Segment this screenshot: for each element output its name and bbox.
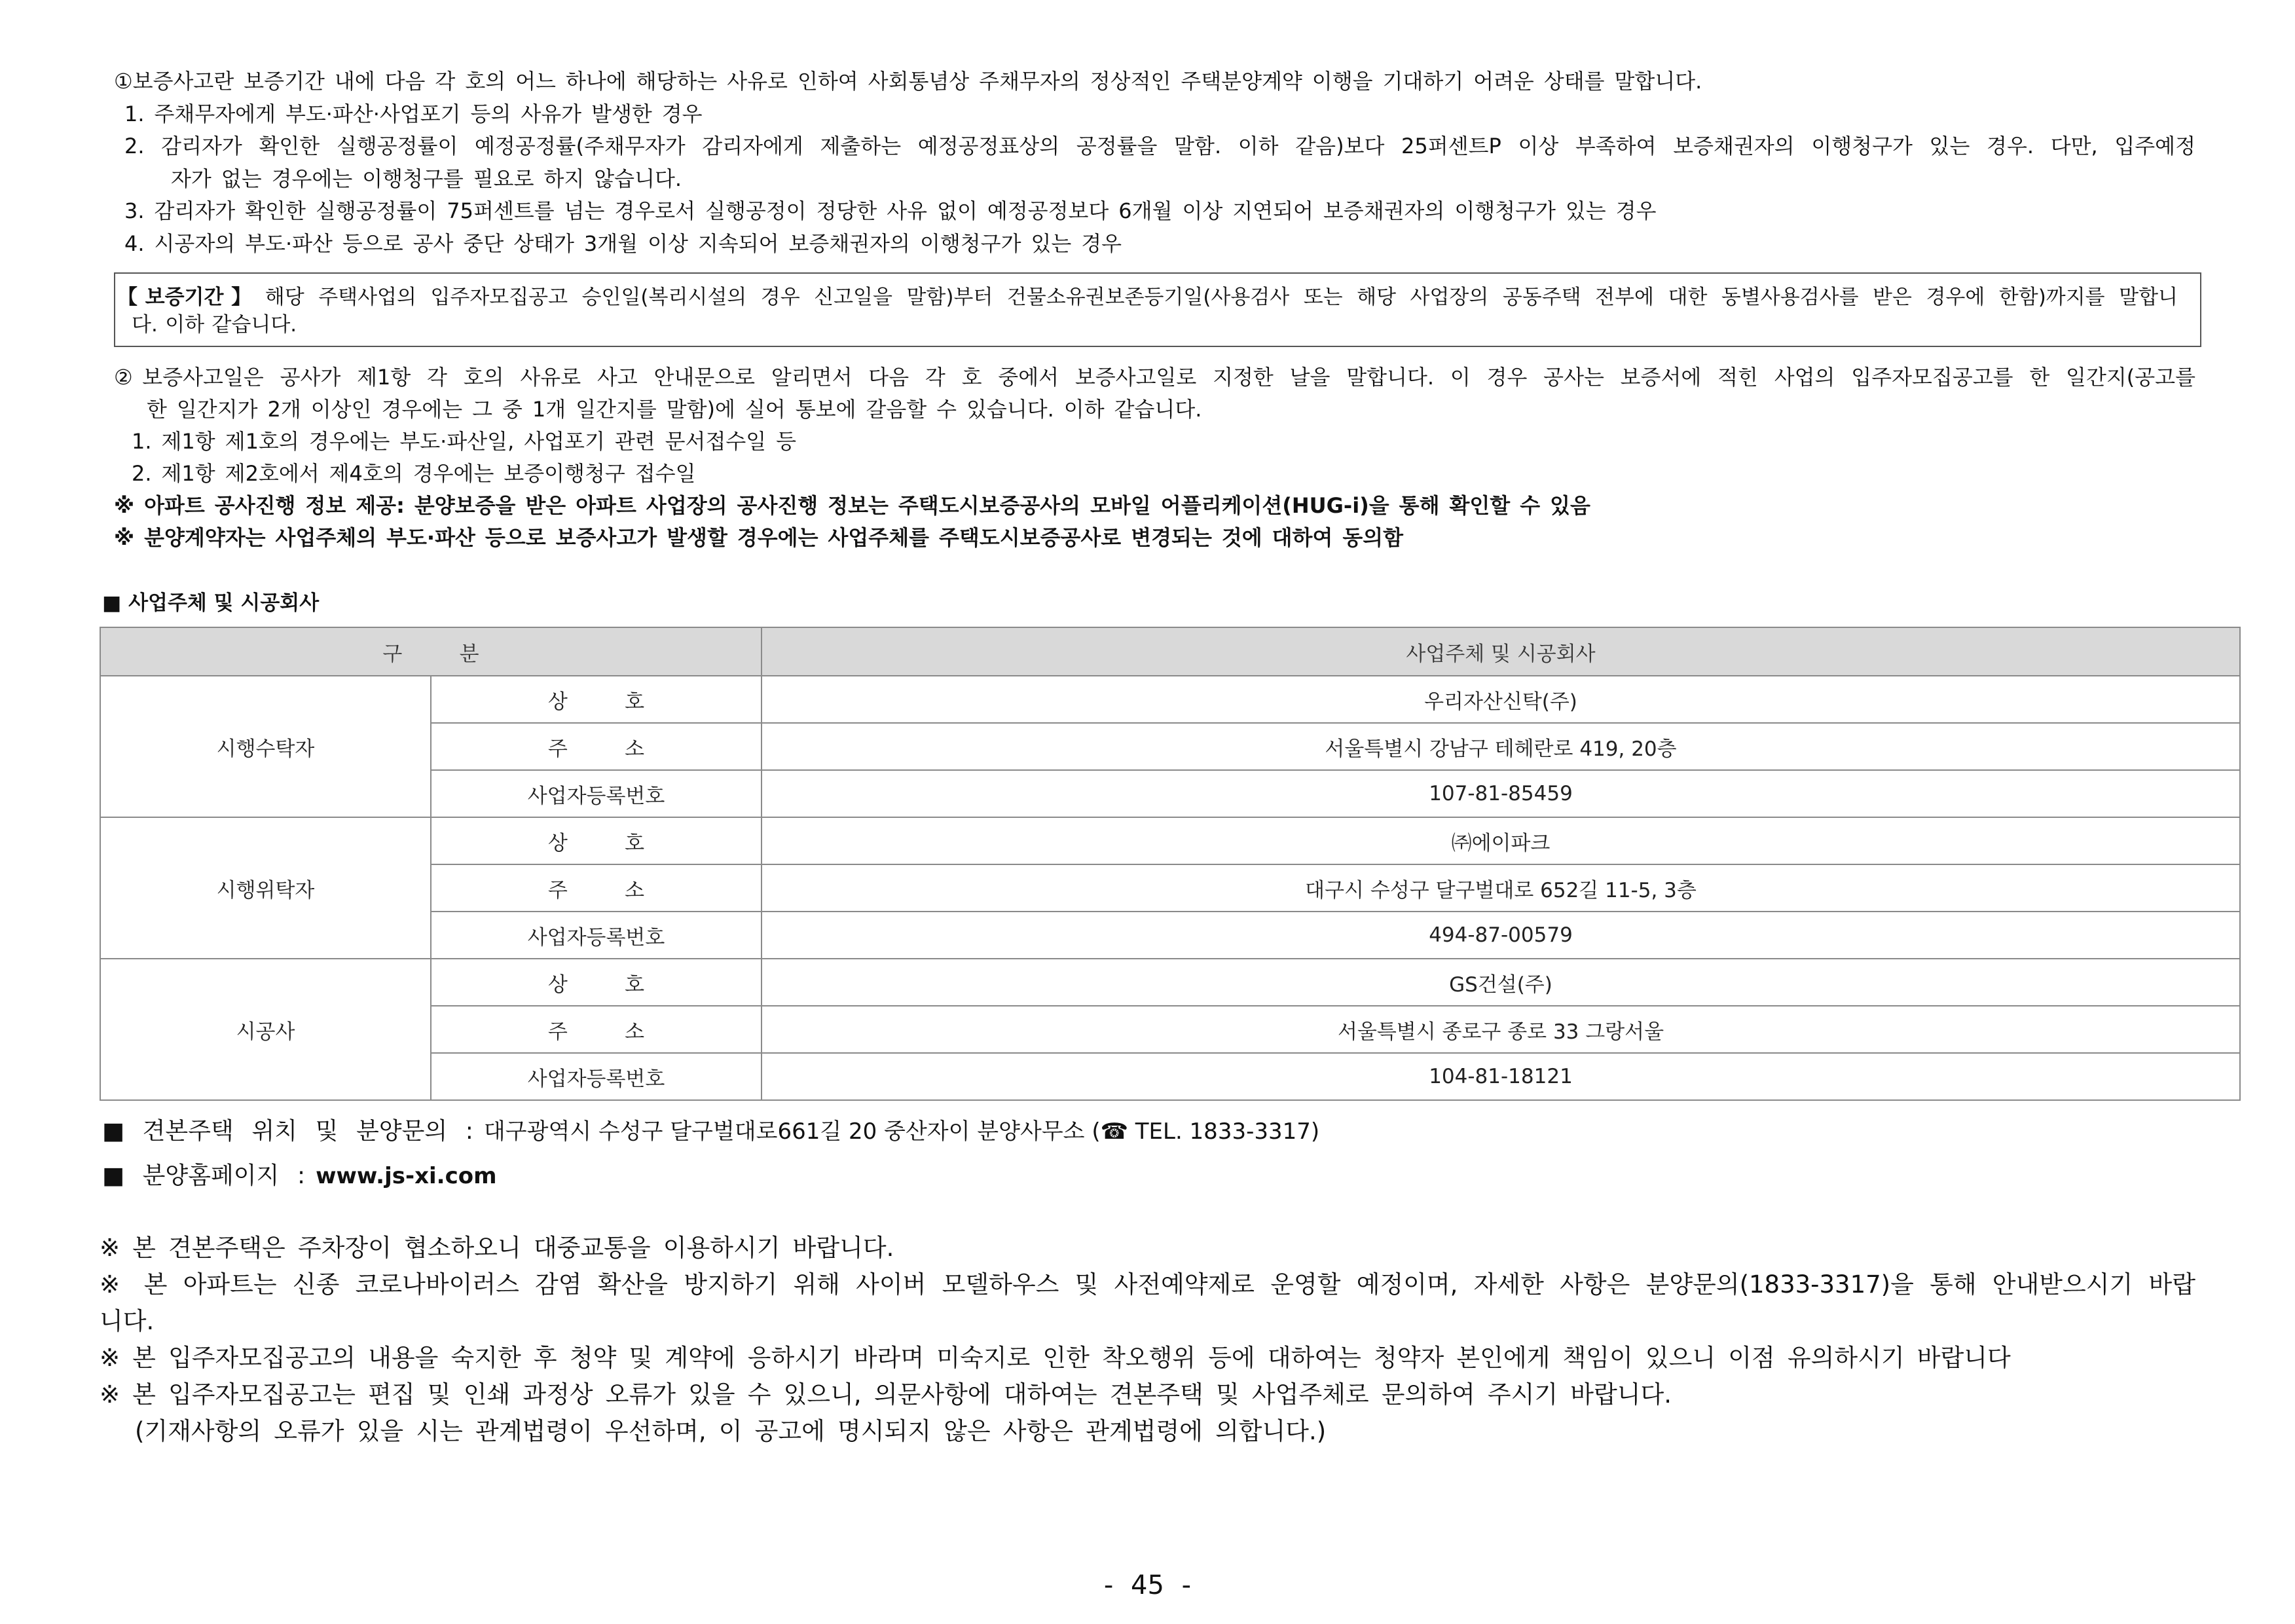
company-role: 시공사 (100, 959, 431, 1100)
guarantee-accident-definition: ①보증사고란 보증기간 내에 다음 각 호의 어느 하나에 해당하는 사유로 인하여 사회통념상 주채무자의 정상적인 주택분양계약 이행을 기대하기 어려운 상태를 말합니다. (114, 69, 1702, 94)
note-line: ※ 본 입주자모집공고는 편집 및 인쇄 과정상 오류가 있을 수 있으니, 의문사항에 대하여는 견본주택 및 사업주체로 문의하여 주시기 바랍니다. (100, 1380, 1672, 1409)
consent-notice: ※ 분양계약자는 사업주체의 부도·파산 등으로 보증사고가 발생할 경우에는 사업주체를 주택도시보증공사로 변경되는 것에 대하여 동의함 (114, 525, 1404, 550)
header-detail: 사업주체 및 시공회사 (762, 627, 2240, 676)
field-label: 주 소 (431, 864, 762, 912)
list-item (124, 130, 2195, 195)
field-value: 서울특별시 강남구 테헤란로 419, 20층 (762, 723, 2240, 770)
table-header-row (100, 627, 2240, 676)
contact-section (102, 1111, 1319, 1200)
list-item-text: 3. 감리자가 확인한 실행공정률이 75퍼센트를 넘는 경우로서 실행공정이 정당한 사유 없이 예정공정보다 6개월 이상 지연되어 보증채권자의 이행청구가 있는 경우 (124, 198, 1657, 223)
list-item-text: 4. 시공자의 부도·파산 등으로 공사 중단 상태가 3개월 이상 지속되어 보증채권자의 이행청구가 있는 경우 (124, 231, 1122, 256)
field-value: 서울특별시 종로구 종로 33 그랑서울 (762, 1006, 2240, 1053)
homepage-label: ■ 분양홈페이지 : (102, 1162, 306, 1189)
list-item-text: 1. 주채무자에게 부도·파산·사업포기 등의 사유가 발생한 경우 (124, 101, 703, 126)
guarantee-period-text: 해당 주택사업의 입주자모집공고 승인일(복리시설의 경우 신고일을 말함)부터 건물소유권보존등기일(사용검사 또는 해당 사업장의 공동주택 전부에 대한 동별사용검사를 받은 경우에 한함)까지를 말합니 (265, 286, 2178, 309)
field-value: 104-81-18121 (762, 1053, 2240, 1100)
accident-date-continuation: 한 일간지가 2개 이상인 경우에는 그 중 1개 일간지를 말함)에 실어 통보에 갈음할 수 있습니다. 이하 같습니다. (147, 397, 1202, 422)
field-label: 상 호 (431, 676, 762, 723)
table-row (100, 817, 2240, 864)
list-item: 1. 제1항 제1호의 경우에는 부도·파산일, 사업포기 관련 문서접수일 등 (132, 429, 797, 454)
field-value: 우리자산신탁(주) (762, 676, 2240, 723)
sales-office-value: 대구광역시 수성구 달구벌대로661길 20 중산자이 분양사무소 (☎ TEL. 1833-3317) (483, 1118, 1320, 1145)
list-item (124, 228, 2195, 261)
guarantee-accident-section (114, 65, 2195, 260)
company-role: 시행수탁자 (100, 676, 431, 817)
section-heading: ■ 사업주체 및 시공회사 (102, 591, 320, 615)
list-item: 2. 제1항 제2호에서 제4호의 경우에는 보증이행청구 접수일 (132, 461, 696, 486)
list-item (124, 98, 2195, 131)
field-label: 사업자등록번호 (431, 912, 762, 959)
note-continuation: 니다. (100, 1307, 155, 1335)
field-value: ㈜에이파크 (762, 817, 2240, 864)
sales-office-label: ■ 견본주택 위치 및 분양문의 : (102, 1118, 473, 1145)
list-item-continuation: 자가 없는 경우에는 이행청구를 필요로 하지 않습니다. (171, 166, 682, 191)
homepage-url: www.js-xi.com (316, 1163, 497, 1189)
field-label: 상 호 (431, 959, 762, 1006)
construction-info-notice: ※ 아파트 공사진행 정보 제공: 분양보증을 받은 아파트 사업장의 공사진행 정보는 주택도시보증공사의 모바일 어플리케이션(HUG-i)을 통해 확인할 수 있음 (114, 493, 1590, 518)
note-line: ※ 본 입주자모집공고의 내용을 숙지한 후 청약 및 계약에 응하시기 바라며 미숙지로 인한 착오행위 등에 대하여는 청약자 본인에게 책임이 있으니 이점 유의하시기 바랍니다 (100, 1344, 2011, 1372)
field-label: 사업자등록번호 (431, 1053, 762, 1100)
note-line: ※ 본 견본주택은 주차장이 협소하오니 대중교통을 이용하시기 바랍니다. (100, 1234, 894, 1262)
table-row (100, 676, 2240, 723)
table-row (100, 959, 2240, 1006)
field-value: 대구시 수성구 달구벌대로 652길 11-5, 3층 (762, 864, 2240, 912)
company-role: 시행위탁자 (100, 817, 431, 959)
list-item-text: 2. 감리자가 확인한 실행공정률이 예정공정률(주채무자가 감리자에게 제출하는 예정공정표상의 공정률을 말함. 이하 같음)보다 25퍼센트P 이상 부족하여 보증채권자의 이행청구가 있는 경우. 다만, 입주예정 (124, 134, 2195, 158)
field-value: 107-81-85459 (762, 770, 2240, 817)
field-value: 494-87-00579 (762, 912, 2240, 959)
guarantee-period-box (114, 272, 2201, 347)
note-line: ※ 본 아파트는 신종 코로나바이러스 감염 확산을 방지하기 위해 사이버 모델하우스 및 사전예약제로 운영할 예정이며, 자세한 사항은 분양문의(1833-3317)을 통해 안내받으시기 바랍 (100, 1270, 2195, 1299)
field-label: 주 소 (431, 1006, 762, 1053)
guarantee-period-line (117, 284, 2178, 311)
note-parenthetical: (기재사항의 오류가 있을 시는 관계법령이 우선하며, 이 공고에 명시되지 않은 사항은 관계법령에 의합니다.) (135, 1417, 1327, 1445)
homepage-line (102, 1156, 1319, 1200)
notes-section (100, 1230, 2195, 1450)
guarantee-period-continuation: 다. 이하 같습니다. (132, 313, 297, 337)
guarantee-period-label: 【보증기간】 (117, 286, 259, 309)
page-number: - 45 - (1103, 1570, 1192, 1600)
companies-table (100, 627, 2241, 1101)
sales-office-line (102, 1111, 1319, 1156)
list-item (124, 195, 2195, 228)
field-label: 사업자등록번호 (431, 770, 762, 817)
field-value: GS건설(주) (762, 959, 2240, 1006)
header-category: 구 분 (100, 627, 762, 676)
accident-date-definition: ②보증사고일은 공사가 제1항 각 호의 사유로 사고 안내문으로 알리면서 다음 각 호 중에서 보증사고일로 지정한 날을 말합니다. 이 경우 공사는 보증서에 적힌 사업의 입주자모집공고를 한 일간지(공고를 (114, 365, 2195, 390)
field-label: 상 호 (431, 817, 762, 864)
field-label: 주 소 (431, 723, 762, 770)
accident-date-section (114, 361, 2195, 554)
